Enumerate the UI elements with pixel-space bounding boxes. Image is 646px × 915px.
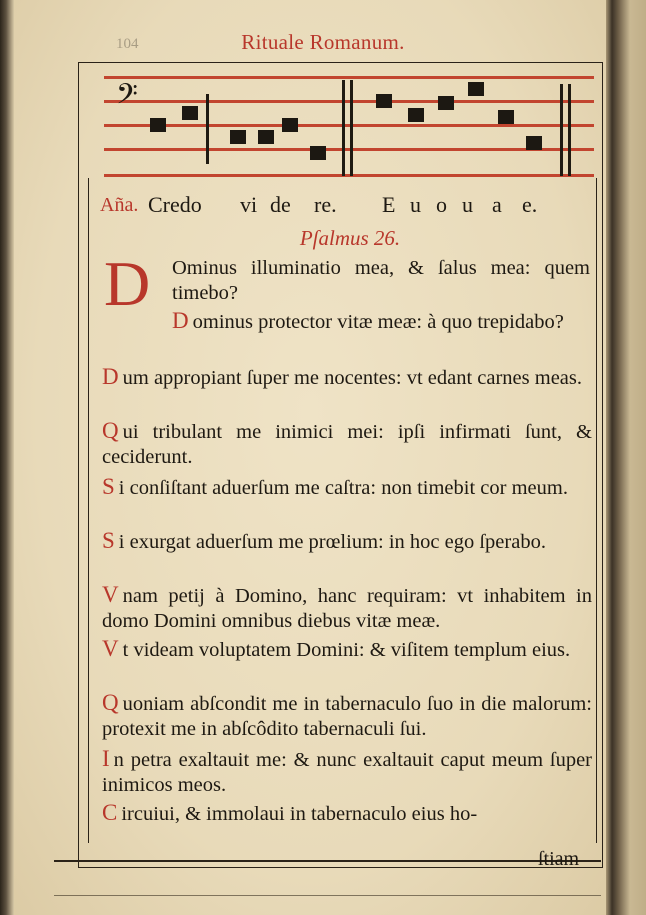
syllable: o <box>436 192 447 217</box>
verse-text: n petra exaltauit me: & nunc exaltauit caput meum ſuper inimicos meos. <box>102 749 592 796</box>
running-title: Rituale Romanum. <box>241 30 405 54</box>
verse-text: i exurgat aduerſum me prœlium: in hoc ego ſperabo. <box>118 531 546 553</box>
psalm-title: Pſalmus 26. <box>299 226 401 250</box>
staff-line <box>104 76 594 79</box>
drop-cap: D <box>104 248 151 319</box>
bar-line <box>206 94 209 164</box>
chant-text <box>100 192 600 222</box>
verse <box>172 256 590 306</box>
neume <box>258 130 274 144</box>
clef-icon: 𝄢 <box>116 80 138 117</box>
verse-initial: S <box>102 528 115 553</box>
neume <box>468 82 484 96</box>
bar-line <box>342 80 345 176</box>
verse <box>102 800 592 827</box>
neume <box>150 118 166 132</box>
verse-text: ominus protector vitæ meæ: à quo trepidabo? <box>192 311 564 333</box>
neume <box>310 146 326 160</box>
verse <box>102 474 592 501</box>
syllable: u <box>462 192 473 217</box>
verse-initial: Q <box>102 418 119 443</box>
bar-line <box>568 84 571 176</box>
syllable: E <box>382 192 396 217</box>
staff-line <box>104 148 594 151</box>
right-rule <box>596 178 597 843</box>
verse-text: uoniam abſcondit me in tabernaculo ſuo in die malorum: protexit me in abſcôdito tabernaculi ſui. <box>102 693 592 740</box>
neume <box>408 108 424 122</box>
verse-initial: D <box>102 364 119 389</box>
syllable: re. <box>314 192 337 217</box>
verse-text: ui tribulant me inimici mei: ipſi infirmati ſunt, & ceciderunt. <box>102 421 592 468</box>
syllable: vi <box>240 192 258 217</box>
verse-text: i conſiſtant aduerſum me caſtra: non timebit cor meum. <box>118 477 568 499</box>
bottom-rule <box>54 895 601 896</box>
verse-initial: I <box>102 746 110 771</box>
verse-initial: S <box>102 474 115 499</box>
verse-initial: C <box>102 800 118 825</box>
neume <box>498 110 514 124</box>
verse <box>102 582 592 634</box>
syllable: de <box>270 192 291 217</box>
page-number: 104 <box>116 36 139 52</box>
neume <box>182 106 198 120</box>
verse <box>102 364 592 391</box>
verse <box>102 528 592 555</box>
staff-line <box>104 174 594 177</box>
syllable: u <box>410 192 421 217</box>
staff-line <box>104 124 594 127</box>
syllable: Credo <box>148 192 202 217</box>
verse-text: Ominus illuminatio mea, & ſalus mea: quem timebo? <box>172 257 590 304</box>
bar-line <box>560 84 563 176</box>
verse <box>102 746 592 798</box>
verse <box>102 418 592 470</box>
catchword: ſtiam <box>538 848 580 870</box>
verse-initial: Q <box>102 690 119 715</box>
neume <box>526 136 542 150</box>
neume <box>438 96 454 110</box>
neume <box>230 130 246 144</box>
antiphon-label: Aña. <box>100 194 139 216</box>
neume <box>282 118 298 132</box>
chant-staff <box>92 70 602 190</box>
verse-initial: D <box>172 308 189 333</box>
verse-initial: V <box>102 582 119 607</box>
verse-text: um appropiant ſuper me nocentes: vt edant carnes meas. <box>122 367 583 389</box>
syllable: a <box>492 192 502 217</box>
verse <box>102 690 592 742</box>
bar-line <box>350 80 353 176</box>
verse-text: nam petij à Domino, hanc requiram: vt inhabitem in domo Domini omnibus diebus vitæ meæ. <box>102 585 592 632</box>
verse <box>102 636 592 663</box>
neume <box>376 94 392 108</box>
staff-line <box>104 100 594 103</box>
verse <box>102 308 592 335</box>
verse-text: t videam voluptatem Domini: & viſitem templum eius. <box>122 639 571 661</box>
verse-initial: V <box>102 636 119 661</box>
bottom-rule <box>54 860 601 862</box>
syllable: e. <box>522 192 538 217</box>
verse-text: ircuiui, & immolaui in tabernaculo eius ho- <box>121 803 478 825</box>
inner-rule <box>88 178 89 843</box>
